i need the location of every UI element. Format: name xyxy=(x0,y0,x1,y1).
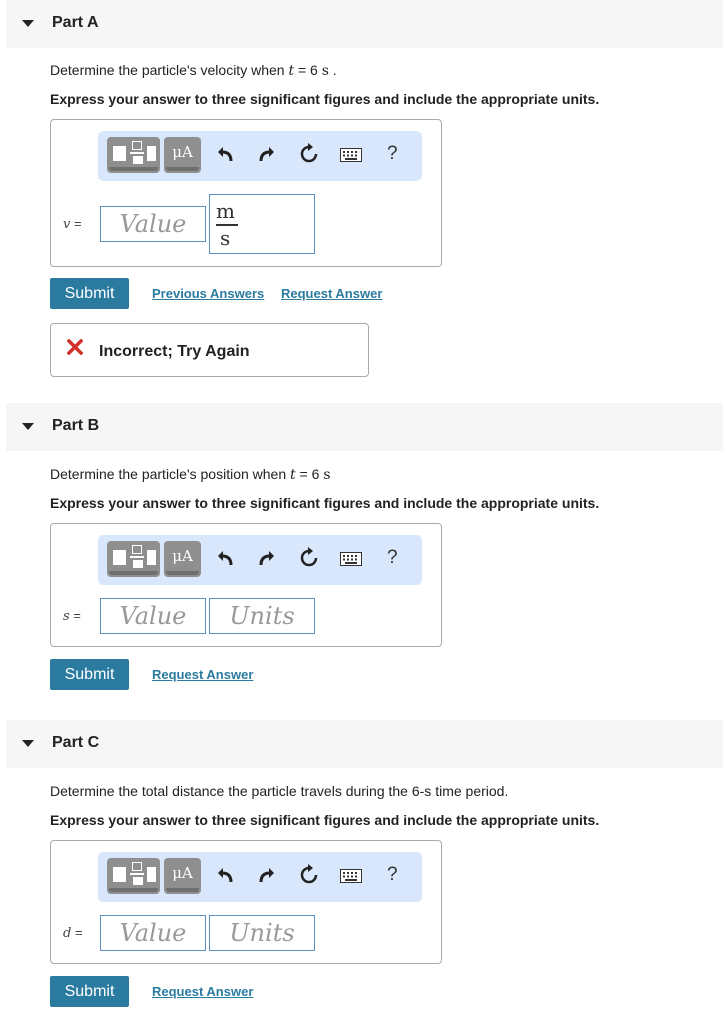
request-answer-link[interactable]: Request Answer xyxy=(281,286,383,301)
greek-symbols-button[interactable]: μA xyxy=(164,541,201,577)
value-input[interactable] xyxy=(100,598,206,634)
part-c-prompt: Determine the total distance the particle travels during the 6-s time period. xyxy=(50,783,509,799)
redo-icon[interactable] xyxy=(256,144,276,164)
variable-label: d = xyxy=(63,925,83,941)
part-a-answer-box xyxy=(50,119,442,267)
units-input[interactable] xyxy=(209,915,315,951)
part-c-instruction: Express your answer to three significant figures and include the appropriate units. xyxy=(50,812,600,828)
part-b-instruction: Express your answer to three significant figures and include the appropriate units. xyxy=(50,495,600,511)
part-b-title: Part B xyxy=(52,417,100,434)
feedback-box xyxy=(50,323,369,377)
units-input[interactable] xyxy=(209,194,315,254)
templates-button[interactable] xyxy=(107,137,160,173)
help-button[interactable]: ? xyxy=(387,864,398,885)
keyboard-icon[interactable] xyxy=(340,869,362,883)
reset-icon[interactable] xyxy=(298,864,320,886)
part-b-prompt: Determine the particle's position when t = 6 s xyxy=(50,466,331,483)
part-c-title: Part C xyxy=(52,734,100,751)
templates-button[interactable] xyxy=(107,541,160,577)
units-numerator: m xyxy=(216,199,235,223)
variable-label: v = xyxy=(63,216,82,232)
help-button[interactable]: ? xyxy=(387,143,398,164)
variable-label: s = xyxy=(63,608,81,624)
part-a-header[interactable] xyxy=(6,0,723,48)
request-answer-link[interactable]: Request Answer xyxy=(152,984,254,999)
reset-icon[interactable] xyxy=(298,547,320,569)
part-c-answer-box xyxy=(50,840,442,964)
units-input[interactable] xyxy=(209,598,315,634)
templates-button[interactable] xyxy=(107,858,160,894)
undo-icon[interactable] xyxy=(216,548,236,568)
part-c-header[interactable] xyxy=(6,720,723,768)
previous-answers-link[interactable]: Previous Answers xyxy=(152,286,265,301)
incorrect-x-icon xyxy=(67,339,83,355)
part-a-instruction: Express your answer to three significant figures and include the appropriate units. xyxy=(50,91,600,107)
collapse-triangle-icon[interactable] xyxy=(22,423,34,430)
request-answer-link[interactable]: Request Answer xyxy=(152,667,254,682)
part-b-answer-box xyxy=(50,523,442,647)
submit-button[interactable]: Submit xyxy=(50,659,129,690)
feedback-message: Incorrect; Try Again xyxy=(99,343,250,360)
math-toolbar xyxy=(98,535,422,585)
part-a-prompt: Determine the particle's velocity when t = 6 s . xyxy=(50,62,337,79)
help-button[interactable]: ? xyxy=(387,547,398,568)
reset-icon[interactable] xyxy=(298,143,320,165)
greek-symbols-button[interactable]: μA xyxy=(164,137,201,173)
collapse-triangle-icon[interactable] xyxy=(22,20,34,27)
math-toolbar xyxy=(98,131,422,181)
greek-symbols-button[interactable]: μA xyxy=(164,858,201,894)
math-toolbar xyxy=(98,852,422,902)
redo-icon[interactable] xyxy=(256,865,276,885)
undo-icon[interactable] xyxy=(216,865,236,885)
submit-button[interactable]: Submit xyxy=(50,278,129,309)
undo-icon[interactable] xyxy=(216,144,236,164)
keyboard-icon[interactable] xyxy=(340,148,362,162)
value-input[interactable] xyxy=(100,915,206,951)
part-a-title: Part A xyxy=(52,14,99,31)
value-input[interactable] xyxy=(100,206,206,242)
units-denominator: s xyxy=(220,226,231,250)
collapse-triangle-icon[interactable] xyxy=(22,740,34,747)
part-b-header[interactable] xyxy=(6,403,723,451)
redo-icon[interactable] xyxy=(256,548,276,568)
keyboard-icon[interactable] xyxy=(340,552,362,566)
submit-button[interactable]: Submit xyxy=(50,976,129,1007)
